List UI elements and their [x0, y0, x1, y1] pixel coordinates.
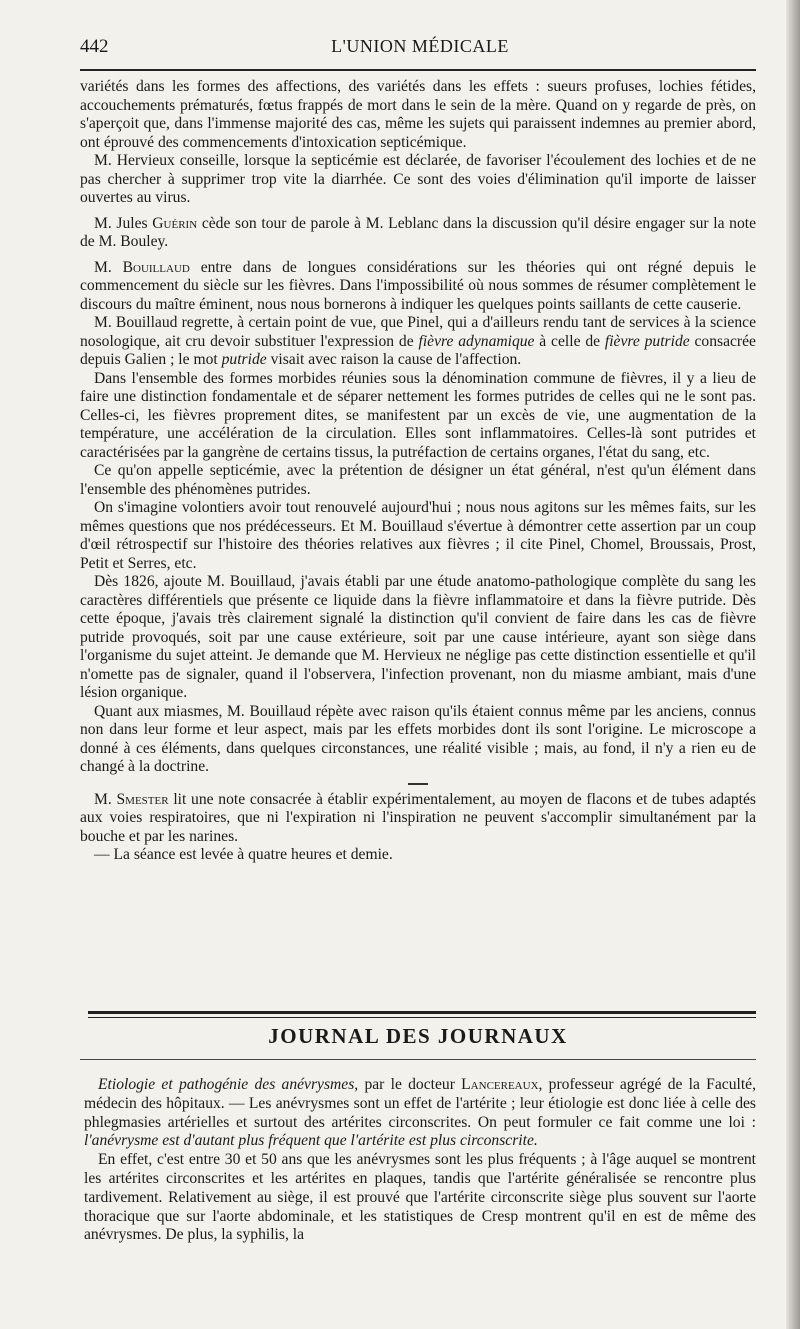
- p5-text-e: consacrée depuis Galien ; le mot: [80, 332, 756, 368]
- page-number: 442: [80, 36, 109, 57]
- p5-italic-d: fièvre putride: [604, 332, 690, 350]
- article-text: [84, 1076, 756, 1245]
- paragraph-10: Quant aux miasmes, M. Bouillaud répète avec raison qu'ils étaient connus même par les anciens, connus non dans leur forme et leur aspect, mais par les effets morbides dont ils sont l'origine. Le microscope a donné à ces éléments, dans quelques circonstances, une réalité visible ; mais, au fond, il n'y a rien eu de changé à la doctrine.: [80, 702, 756, 775]
- p4-text: entre dans de longues considérations sur les théories qui ont régné depuis le commencement du siècle sur les fièvres. Dans l'impossibilité où nous sommes de résumer complètement le discours du maître éminent, nous nous bornerons à indiquer les quelques points saillants de cette causerie.: [80, 258, 756, 313]
- article-byline-b: , professeur agrégé de la Faculté, médecin des hôpitaux. — Les anévrysmes sont un effet de l'artérite ; leur étiologie est donc liée à celle des phlegmasies artérielles et surtout des artérites circonscrites. On peut formuler ce fait comme une loi :: [84, 1076, 756, 1131]
- paragraph-7: Ce qu'on appelle septicémie, avec la prétention de désigner un état général, n'est qu'un élément dans l'ensemble des phénomènes putrides.: [80, 462, 756, 498]
- p11-text: lit une note consacrée à établir expérimentalement, au moyen de flacons et de tubes adaptés aux voies respiratoires, que ni l'expiration ni l'inspiration ne peuvent s'accomplir simultanément par la bouche et par les narines.: [80, 790, 756, 845]
- double-rule: [88, 1011, 756, 1018]
- p4-name: Bouillaud: [122, 258, 190, 276]
- header-rule: [80, 69, 756, 71]
- main-text: [80, 78, 756, 865]
- article-title: Etiologie et pathogénie des anévrysmes,: [98, 1076, 359, 1093]
- paragraph-11: [80, 791, 756, 847]
- p5-italic-b: fièvre adynamique: [418, 332, 535, 350]
- p11-prefix: M.: [94, 790, 117, 808]
- paragraph-2: M. Hervieux conseille, lorsque la septicémie est déclarée, de favoriser l'écoulement des lochies et de ne pas chercher à supprimer trop vite la diarrhée. Ce sont des voies d'élimination qu'il importe de laisser ouvertes au virus.: [80, 152, 756, 206]
- heading-rule: [80, 1059, 756, 1060]
- paragraph-6: Dans l'ensemble des formes morbides réunies sous la dénomination commune de fièvres, il y a lieu de faire une distinction fondamentale et de séparer nettement les formes putrides de celles qui ne le sont pas. Celles-ci, les fièvres proprement dites, se manifestent par un excès de vie, une augmentation de la température, une accélération de la circulation. Elles sont inflammatoires. Celles-là sont putrides et caractérisées par la gangrène de certains tissus, la putréfaction de certains organes, l'état du sang, etc.: [80, 369, 756, 461]
- article-paragraph-2: En effet, c'est entre 30 et 50 ans que les anévrysmes sont les plus fréquents ; à l'âge auquel se montrent les artérites circonscrites et les artérites en plaques, tandis que l'artérite généralisée se rencontre plus tardivement. Relativement au siège, il est prouvé que l'artérite circonscrite siège plus souvent sur l'aorte thoracique que sur l'aorte abdominale, et les statistiques de Cresp montrent qu'il en est de même des anévrysmes. De plus, la syphilis, la: [84, 1151, 756, 1244]
- paragraph-12: — La séance est levée à quatre heures et demie.: [94, 846, 393, 863]
- paragraph-8: On s'imagine volontiers avoir tout renouvelé aujourd'hui ; nous nous agitons sur les mêmes faits, sur les mêmes questions que nos prédécesseurs. Et M. Bouillaud s'évertue à démontrer cette assertion par un coup d'œil rétrospectif sur l'histoire des théories relatives aux fièvres ; il cite Pinel, Chomel, Broussais, Prost, Petit et Serres, etc.: [80, 499, 756, 572]
- p3-text: cède son tour de parole à M. Leblanc dans la discussion qu'il désire engager sur la note de M. Bouley.: [80, 214, 756, 250]
- p5-text-c: à celle de: [534, 332, 605, 350]
- article-author: Lancereaux: [461, 1076, 539, 1093]
- p11-name: Smester: [116, 790, 169, 808]
- p5-text-g: visait avec raison la cause de l'affection.: [266, 351, 522, 368]
- p5-italic-f: putride: [221, 351, 267, 368]
- paragraph-4: [80, 259, 756, 315]
- paragraph-1: variétés dans les formes des affections, des variétés dans les effets : sueurs profuses, lochies fétides, accouchements prématurés, fœtus frappés de mort dans le sein de la mère. Quand on y regarde de près, on s'aperçoit que, dans l'immense majorité des cas, même les sujets qui paraissent indemnes au premier abord, ont éprouvé des commencements d'intoxication septicémique.: [80, 78, 756, 151]
- running-title: L'UNION MÉDICALE: [331, 36, 509, 56]
- section-heading: JOURNAL DES JOURNAUX: [268, 1024, 568, 1048]
- paragraph-5: [80, 314, 756, 370]
- paragraph-3: [80, 215, 756, 252]
- page-edge-shadow: [786, 0, 800, 1329]
- p5-text-a: M. Bouillaud regrette, à certain point de vue, que Pinel, qui a d'ailleurs rendu tant de services à la science nosologique, ait cru devoir substituer l'expression de: [80, 314, 756, 350]
- article-paragraph-1: [84, 1076, 756, 1151]
- page-header: [80, 36, 760, 62]
- paragraph-9: Dès 1826, ajoute M. Bouillaud, j'avais établi par une étude anatomo-pathologique complète du sang les caractères différentiels que présente ce liquide dans la fièvre inflammatoire et dans la fièvre putride. Dès cette époque, j'avais très clairement signalé la distinction qu'il convient de faire dans les cas de fièvre putride provoqués, soit par une cause extérieure, soit par une cause intérieure, ayant son siège dans l'organisme du sujet atteint. Je demande que M. Hervieux ne néglige pas cette distinction essentielle et qu'il n'omette pas de signaler, quand il l'observera, l'infection provenant, non du miasme ambiant, mais d'une lésion organique.: [80, 573, 756, 701]
- p4-prefix: M.: [94, 258, 123, 276]
- article-byline-a: par le docteur: [358, 1076, 462, 1093]
- p3-name: Guérin: [152, 214, 198, 232]
- article-law: l'anévrysme est d'autant plus fréquent que l'artérite est plus circonscrite.: [84, 1132, 538, 1150]
- section-separator: [408, 783, 428, 785]
- p3-prefix: M. Jules: [94, 214, 153, 232]
